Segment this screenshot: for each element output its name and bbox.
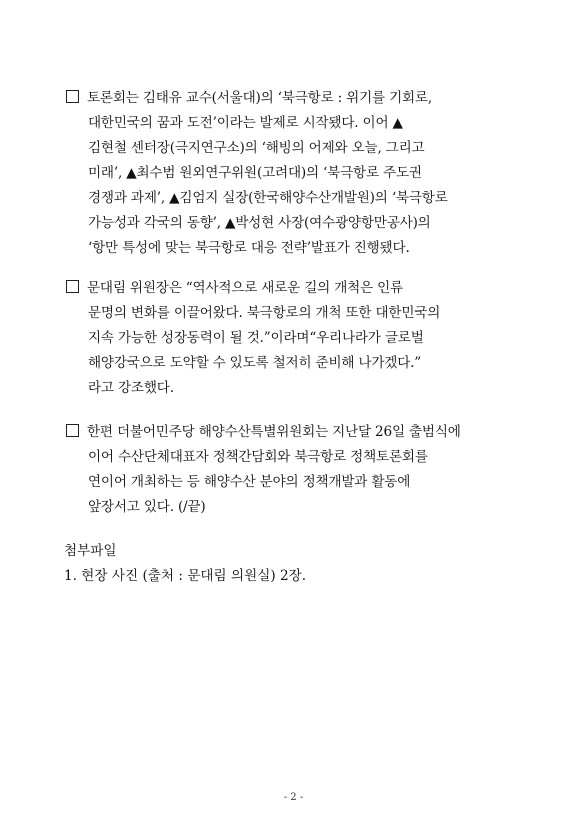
paragraph-line: 미래’, ▲최수범 원외연구위원(고려대)의 ‘북극항로 주도권 bbox=[88, 165, 422, 181]
paragraph-line: 한편 더불어민주당 해양수산특별위원회는 지난달 26일 출범식에 bbox=[64, 420, 534, 445]
paragraph-line: 문대림 위원장은 “역사적으로 새로운 길의 개척은 인류 bbox=[64, 276, 534, 301]
attachment-item: 1. 현장 사진 (출처 : 문대림 의원실) 2장. bbox=[64, 568, 307, 584]
paragraph-line: 김현철 센터장(극지연구소)의 ‘해빙의 어제와 오늘, 그리고 bbox=[88, 140, 425, 156]
page-number: - 2 - bbox=[283, 792, 304, 803]
paragraph-line: ‘항만 특성에 맞는 북극항로 대응 전략’발표가 진행됐다. bbox=[88, 240, 410, 256]
paragraph-line: 가능성과 각국의 동향’, ▲박성현 사장(여수광양항만공사)의 bbox=[88, 215, 431, 231]
checkbox-bullet-icon bbox=[66, 90, 79, 103]
paragraph-chair-remarks bbox=[64, 276, 534, 401]
paragraph-line: 지속 가능한 성장동력이 될 것.”이라며“우리나라가 글로벌 bbox=[88, 330, 424, 346]
attachments-heading: 첨부파일 bbox=[64, 543, 117, 559]
paragraph-line: 경쟁과 과제’, ▲김엄지 실장(한국해양수산개발원)의 ‘북극항로 bbox=[88, 190, 448, 206]
paragraph-line: 라고 강조했다. bbox=[88, 380, 174, 396]
paragraph-line: 앞장서고 있다. (/끝) bbox=[88, 499, 206, 515]
paragraph-line: 연이어 개최하는 등 해양수산 분야의 정책개발과 활동에 bbox=[88, 474, 411, 490]
paragraph-committee-activities bbox=[64, 420, 534, 520]
paragraph-line: 문명의 변화를 이끌어왔다. 북극항로의 개척 또한 대한민국의 bbox=[88, 305, 441, 321]
checkbox-bullet-icon bbox=[66, 424, 79, 437]
paragraph-line: 토론회는 김태유 교수(서울대)의 ‘북극항로 : 위기를 기회로, bbox=[64, 86, 534, 111]
paragraph-forum-presentations bbox=[64, 86, 534, 261]
paragraph-line: 해양강국으로 도약할 수 있도록 철저히 준비해 나가겠다.” bbox=[88, 355, 422, 371]
paragraph-line: 대한민국의 꿈과 도전’이라는 발제로 시작됐다. 이어 ▲ bbox=[88, 115, 403, 131]
checkbox-bullet-icon bbox=[66, 280, 79, 293]
paragraph-line: 이어 수산단체대표자 정책간담회와 북극항로 정책토론회를 bbox=[88, 449, 428, 465]
